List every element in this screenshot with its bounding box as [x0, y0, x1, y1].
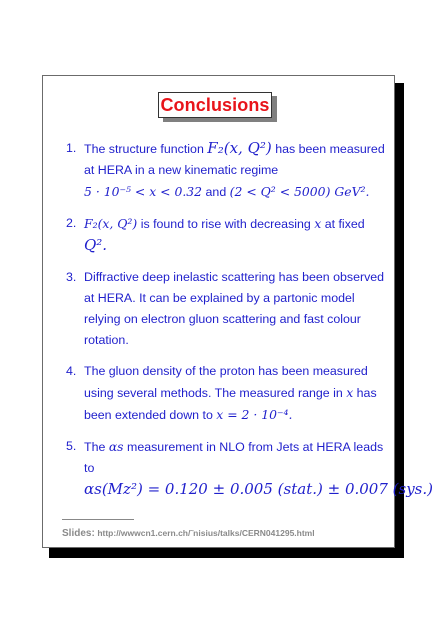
formula-q2-range: (2 < Q² < 5000) GeV². — [229, 184, 370, 199]
item-number: 3. — [66, 270, 77, 284]
item-text: is found to rise with decreasing — [140, 217, 311, 231]
list-item — [66, 267, 386, 351]
formula-x-range: 5 · 10⁻⁵ < x < 0.32 — [84, 184, 203, 199]
formula-f2: F₂(x, Q²) — [207, 139, 272, 157]
footnote-label: Slides: — [62, 528, 95, 539]
item-text: has been measured at HERA in a new kinematic regime — [84, 142, 385, 177]
footnote-divider — [62, 519, 134, 520]
item-text: and — [205, 185, 227, 199]
item-number: 5. — [66, 439, 77, 453]
item-text: at fixed — [324, 217, 365, 231]
formula-q2: Q². — [84, 236, 108, 254]
list-item — [66, 213, 386, 257]
formula-x: x — [314, 216, 322, 231]
page-title: Conclusions — [160, 94, 270, 115]
slides-link[interactable]: http://wwwcn1.cern.ch/˜nisius/talks/CERN041295.html — [97, 528, 315, 538]
item-number: 1. — [66, 141, 77, 155]
item-text: The structure function — [84, 142, 204, 156]
formula-alpha-s-result: αs(Mz²) = 0.120 ± 0.005 (stat.) ± 0.007 (sys.) — [84, 480, 433, 498]
title-box — [158, 92, 272, 118]
formula-x-min: x = 2 · 10⁻⁴. — [216, 407, 293, 422]
item-number: 2. — [66, 216, 77, 230]
item-text: The gluon density of the proton has been measured using several methods. The measured range in — [84, 364, 368, 400]
list-item — [66, 361, 386, 426]
item-text: The — [84, 440, 106, 454]
footnote — [62, 528, 315, 539]
item-text: Diffractive deep inelastic scattering has been observed at HERA. It can be explained by a partonic model relying on electron gluon scattering and fast colour rotation. — [84, 270, 385, 347]
formula-x: x — [346, 385, 354, 400]
list-item — [66, 138, 386, 203]
item-text: measurement in NLO from Jets at HERA leads to — [84, 440, 384, 475]
item-number: 4. — [66, 364, 77, 378]
list-item — [66, 436, 433, 501]
formula-alpha-s: αs — [108, 439, 124, 454]
conclusions-list — [66, 138, 433, 511]
formula-f2: F₂(x, Q²) — [84, 216, 138, 231]
item-text: has been extended down to — [84, 386, 377, 422]
